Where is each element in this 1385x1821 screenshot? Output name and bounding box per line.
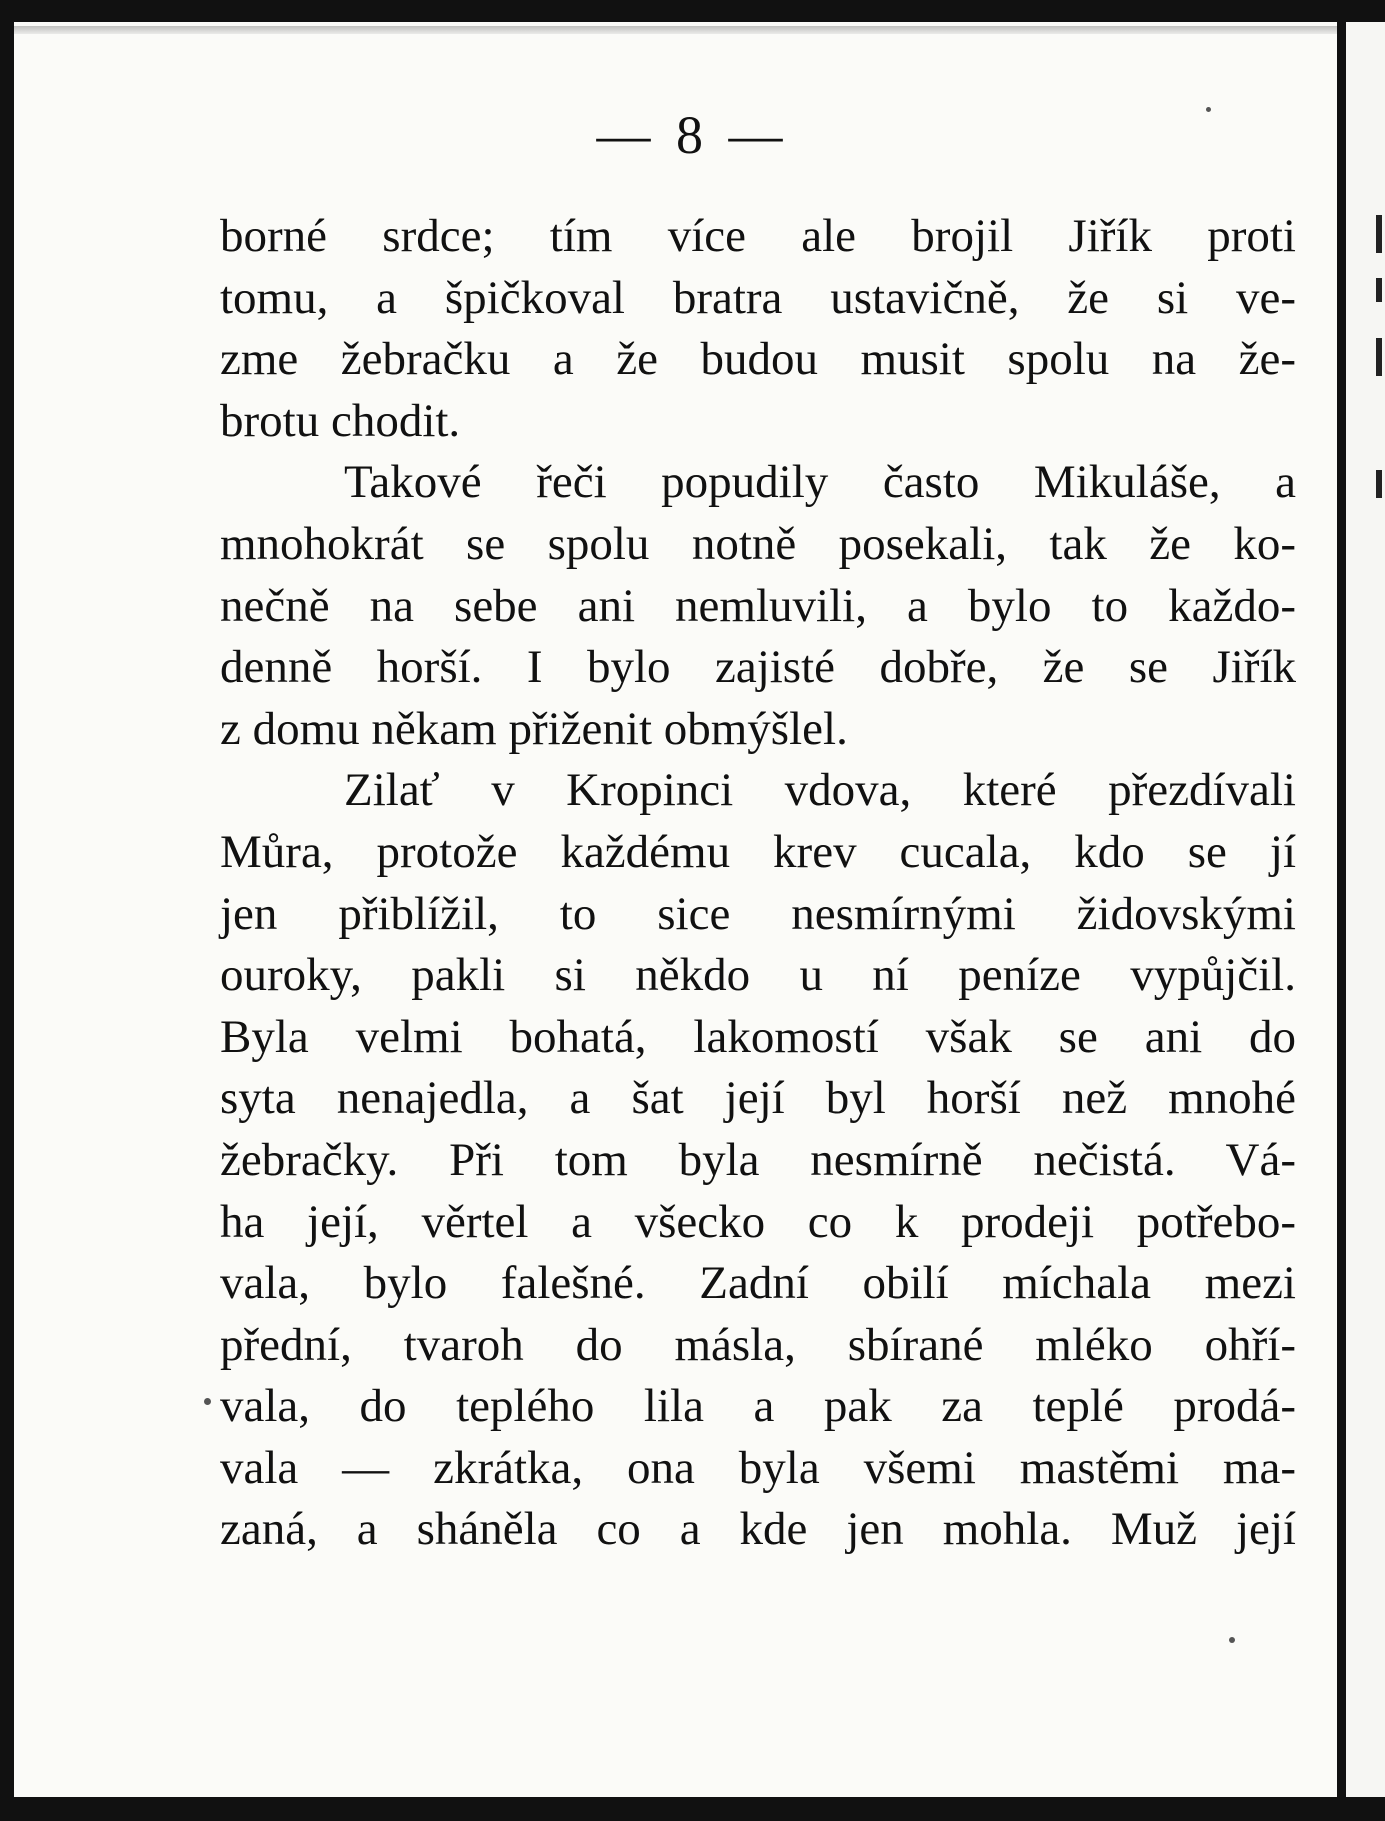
- text-line: mnohokrát se spolu notně posekali, tak že ko-: [220, 517, 1296, 570]
- text-line: denně horší. I bylo zajisté dobře, že se Jiřík: [220, 641, 1296, 694]
- text-line: Takové řeči popudily často Mikuláše, a: [344, 456, 1296, 509]
- text-line: Můra, protože každému krev cucala, kdo se jí: [220, 825, 1296, 878]
- adjacent-page-mark: [1376, 338, 1382, 376]
- text-line: vala, bylo falešné. Zadní obilí míchala mezi: [220, 1257, 1296, 1310]
- body-text: [220, 206, 1296, 1561]
- text-line: vala — zkrátka, ona byla všemi mastěmi ma-: [220, 1441, 1296, 1494]
- adjacent-page-mark: [1376, 278, 1382, 302]
- text-line: borné srdce; tím více ale brojil Jiřík proti: [220, 210, 1296, 262]
- text-line: ha její, věrtel a všecko co k prodeji potřebo-: [220, 1195, 1296, 1248]
- text-line: přední, tvaroh do másla, sbírané mléko ohří-: [220, 1318, 1296, 1371]
- text-line: žebračky. Při tom byla nesmírně nečistá. Vá-: [220, 1133, 1296, 1186]
- text-line: Zilať v Kropinci vdova, které přezdívali: [344, 764, 1296, 817]
- text-line: zme žebračku a že budou musit spolu na že-: [220, 333, 1296, 386]
- text-line: z domu někam přiženit obmýšlel.: [220, 702, 848, 755]
- page-top-edge: [14, 26, 1337, 34]
- text-line: syta nenajedla, a šat její byl horší než mnohé: [220, 1072, 1296, 1125]
- adjacent-page-mark: [1376, 470, 1382, 498]
- text-line: jen přiblížil, to sice nesmírnými židovskými: [220, 887, 1296, 940]
- text-line: nečně na sebe ani nemluvili, a bylo to každo-: [220, 579, 1296, 632]
- text-line: tomu, a špičkoval bratra ustavičně, že si ve-: [220, 271, 1296, 324]
- text-line: vala, do teplého lila a pak za teplé prodá-: [220, 1380, 1296, 1433]
- text-line: ouroky, pakli si někdo u ní peníze vypůjčil.: [220, 949, 1296, 1002]
- text-line: brotu chodit.: [220, 394, 461, 447]
- page-number: — 8 —: [596, 105, 789, 165]
- text-line: zaná, a sháněla co a kde jen mohla. Muž její: [220, 1503, 1296, 1556]
- dust-speck: [1229, 1637, 1235, 1643]
- text-line: Byla velmi bohatá, lakomostí však se ani do: [220, 1010, 1296, 1063]
- adjacent-page-mark: [1376, 215, 1382, 253]
- dust-speck: [204, 1398, 211, 1405]
